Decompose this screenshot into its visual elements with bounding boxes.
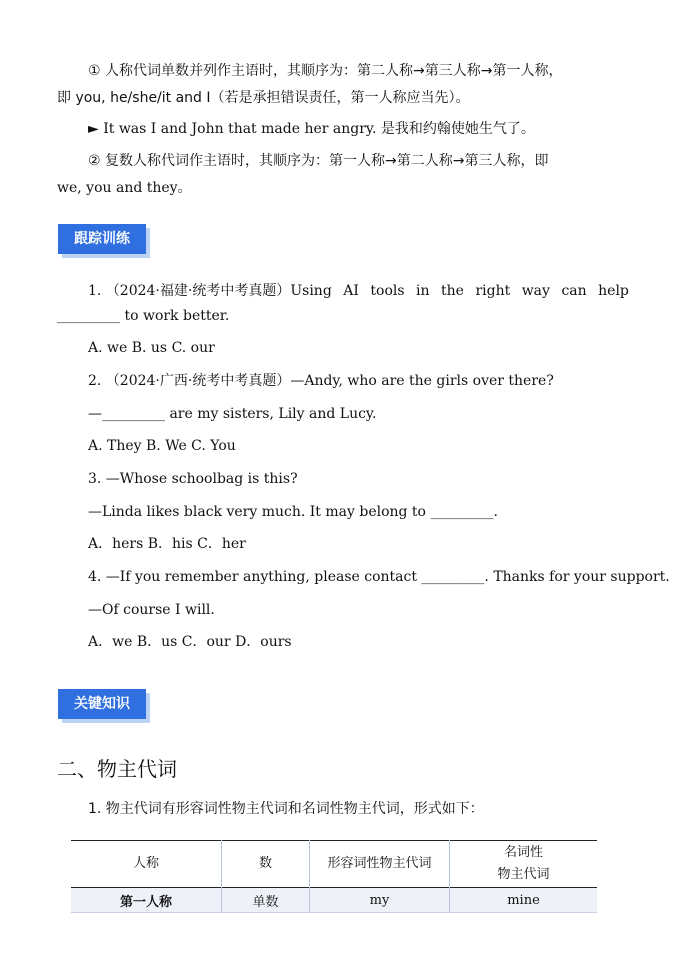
question-1-line-2: _________ to work better. xyxy=(57,308,230,324)
question-1-word: tools xyxy=(370,283,405,299)
rule-2-line-1: ② 复数人称代词作主语时，其顺序为：第一人称→第二人称→第三人称，即 xyxy=(88,153,549,169)
table-row xyxy=(71,888,597,913)
question-1-word: right xyxy=(475,283,511,299)
question-1-options: A. we B. us C. our xyxy=(88,340,215,356)
question-1-word: can xyxy=(561,283,587,299)
question-4-line-2: —Of course I will. xyxy=(88,602,215,618)
cell-noun-possessive: mine xyxy=(450,888,598,913)
header-noun-possessive-line-2: 物主代词 xyxy=(497,867,550,882)
cell-person: 第一人称 xyxy=(71,888,222,913)
key-knowledge-badge: 关键知识 xyxy=(58,689,146,719)
question-1-word: 1. （2024·福建·统考中考真题）Using xyxy=(88,283,332,299)
question-3-line-1: 3. —Whose schoolbag is this? xyxy=(88,471,298,487)
table-header-row xyxy=(71,841,597,888)
question-4-line-1: 4. —If you remember anything, please contact _________. Thanks for your support. xyxy=(88,569,670,585)
question-3-options: A．hers B．his C．her xyxy=(88,536,246,552)
rule-1-line-2: 即 you, he/she/it and I（若是承担错误责任，第一人称应当先）。 xyxy=(57,90,470,106)
cell-number: 单数 xyxy=(222,888,310,913)
question-1-word: help xyxy=(598,283,629,299)
question-4-options: A．we B．us C．our D．ours xyxy=(88,634,292,650)
question-3-line-2: —Linda likes black very much. It may belong to _________. xyxy=(88,504,498,520)
question-1-word: way xyxy=(521,283,550,299)
section-title: 二、物主代词 xyxy=(57,757,177,781)
question-2-line-1: 2. （2024·广西·统考中考真题）—Andy, who are the girls over there? xyxy=(88,373,554,389)
point-1: 1. 物主代词有形容词性物主代词和名词性物主代词，形式如下： xyxy=(88,801,484,817)
rule-2-line-2: we, you and they。 xyxy=(57,180,192,196)
header-number: 数 xyxy=(222,841,310,888)
question-2-options: A. They B. We C. You xyxy=(88,438,236,454)
header-person: 人称 xyxy=(132,856,159,871)
question-1-word: the xyxy=(441,283,464,299)
practice-badge: 跟踪训练 xyxy=(58,224,146,254)
question-2-line-2: —_________ are my sisters, Lily and Lucy. xyxy=(88,406,377,422)
header-noun-possessive-line-1: 名词性 xyxy=(503,845,543,860)
question-1-line-1 xyxy=(88,281,629,301)
header-adjective-possessive: 形容词性物主代词 xyxy=(310,841,450,888)
example-sentence-1: ► It was I and John that made her angry. 是我和约翰使她生气了。 xyxy=(88,121,535,137)
possessive-pronoun-table xyxy=(71,840,597,913)
header-noun-possessive xyxy=(450,841,598,888)
question-1-word: AI xyxy=(343,283,359,299)
rule-1-line-1: ① 人称代词单数并列作主语时，其顺序为：第二人称→第三人称→第一人称， xyxy=(88,63,563,79)
question-1-word: in xyxy=(416,283,430,299)
cell-adjective-possessive: my xyxy=(310,888,450,913)
